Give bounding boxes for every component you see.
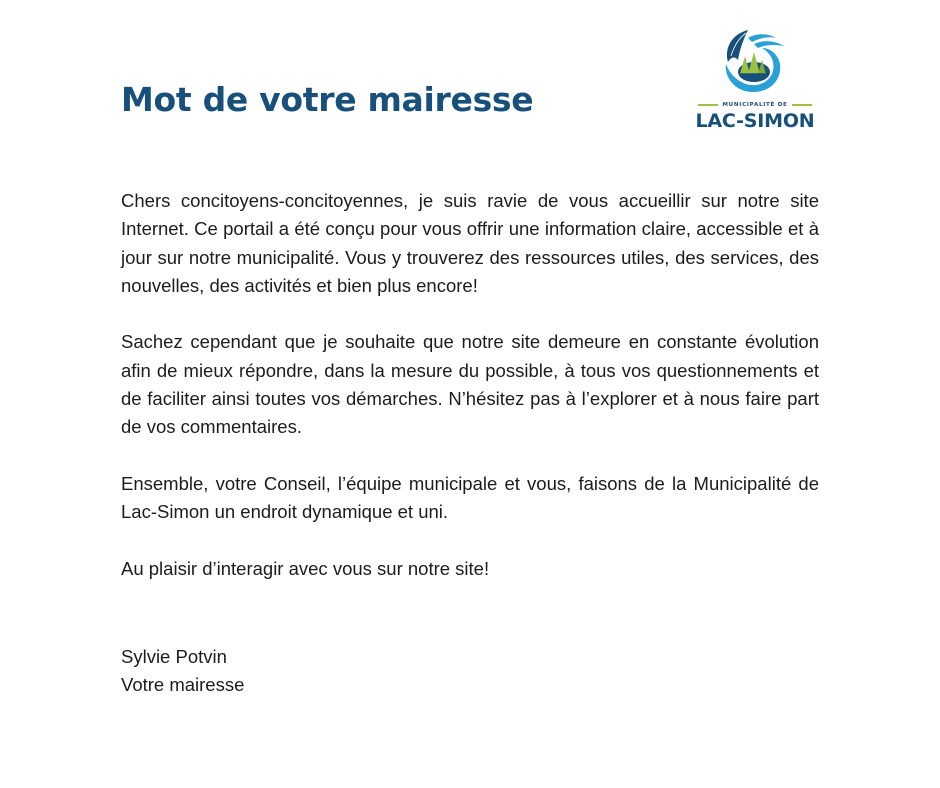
logo-subtitle: MUNICIPALITÉ DE bbox=[722, 102, 788, 108]
logo-name: LAC-SIMON bbox=[695, 110, 815, 132]
logo-rule-left bbox=[698, 104, 718, 106]
lac-simon-logo-icon bbox=[718, 26, 788, 98]
paragraph-4: Au plaisir d’interagir avec vous sur notre site! bbox=[121, 557, 490, 579]
letter-body bbox=[121, 187, 819, 611]
logo-rule-right bbox=[792, 104, 812, 106]
signature-role: Votre mairesse bbox=[121, 674, 245, 696]
signature-name: Sylvie Potvin bbox=[121, 646, 227, 667]
paragraph-1: Chers concitoyens-concitoyennes, je suis ravie de vous accueillir sur notre site Internet. Ce portail a été conçu pour vous offrir une information claire, accessible et à jour sur notre municipalité. Vous y trouverez des ressources utiles, des services, des nouvelles, des activités et bien plus encore! bbox=[121, 190, 819, 296]
paragraph-3: Ensemble, votre Conseil, l’équipe municipale et vous, faisons de la Municipalité de Lac-Simon un endroit dynamique et uni. bbox=[121, 472, 819, 523]
paragraph-2: Sachez cependant que je souhaite que notre site demeure en constante évolution afin de mieux répondre, dans la mesure du possible, à tous vos questionnements et de faciliter ainsi toutes vos démarches. N’hésitez pas à l’explorer et à nous faire part de vos commentaires. bbox=[121, 331, 819, 438]
municipality-logo bbox=[690, 26, 820, 136]
signature-block bbox=[121, 643, 244, 700]
page-title: Mot de votre mairesse bbox=[121, 80, 534, 119]
